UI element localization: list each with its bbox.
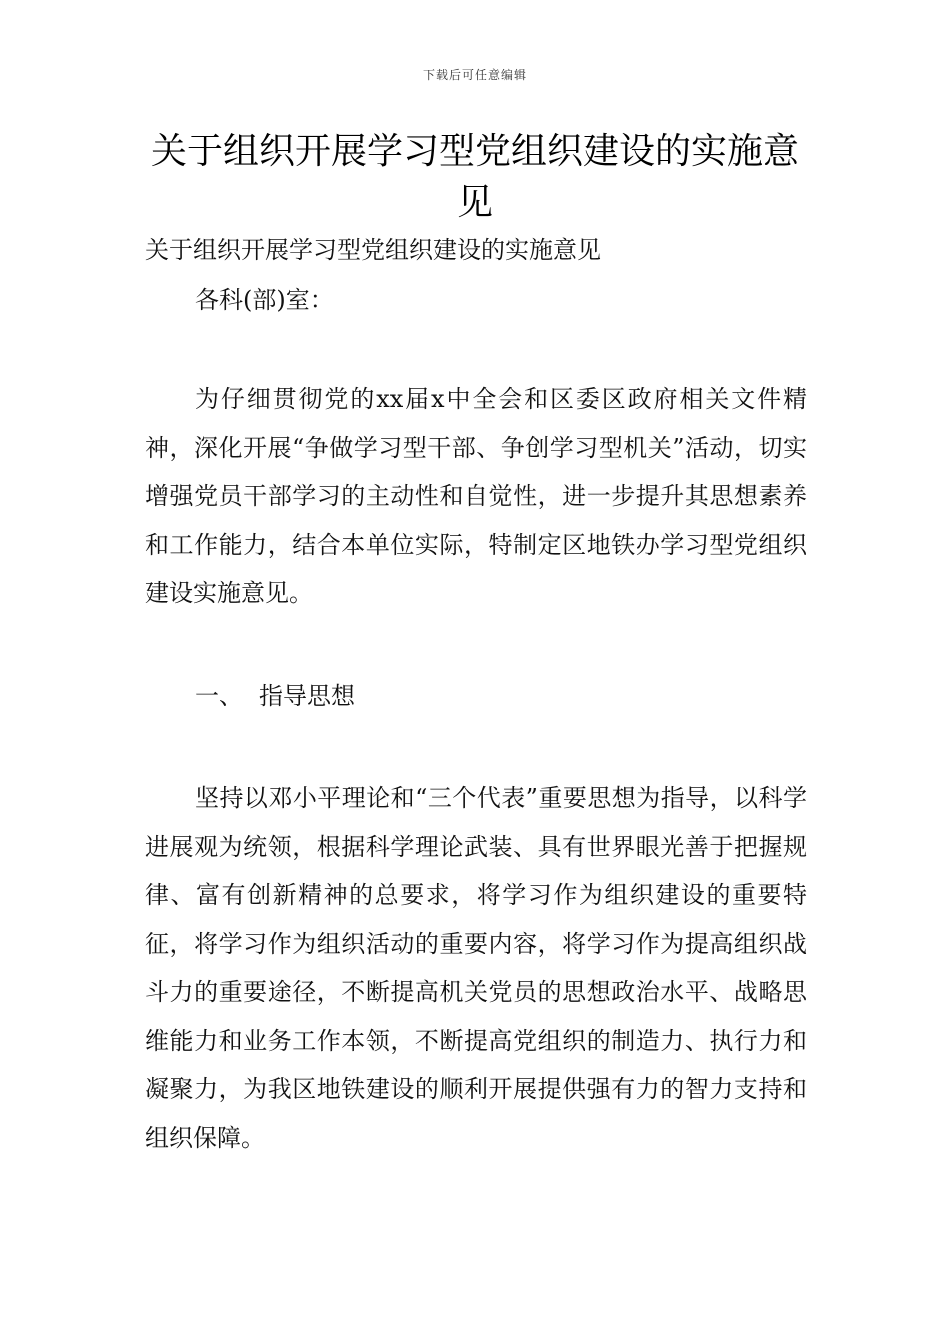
salutation: 各科(部)室： [195,286,334,314]
document-title: 关于组织开展学习型党组织建设的实施意见 [150,131,799,223]
header-note: 下载后可任意编辑 [422,68,527,82]
paragraph-guiding-thought: 坚持以邓小平理论和“三个代表”重要思想为指导，以科学进展观为统领，根据科学理论武装、具有世界眼光善于把握规律、富有创新精神的总要求，将学习作为组织建设的重要特征，将学习作为组织活动的重要内容，将学习作为提高组织战斗力的重要途径，不断提高机关党员的思想政治水平、战略思维能力和业务工作本领，不断提高党组织的制造力、执行力和凝聚力，为我区地铁建设的顺利开展提供强有力的智力支持和组织保障。 [145,784,807,1152]
section-heading-text: 指导思想 [259,682,355,710]
document-subtitle: 关于组织开展学习型党组织建设的实施意见 [145,236,601,264]
paragraph-intro: 为仔细贯彻党的xx届x中全会和区委区政府相关文件精神，深化开展“争做学习型干部、争创学习型机关”活动，切实增强党员干部学习的主动性和自觉性，进一步提升其思想素养和工作能力，结合本单位实际，特制定区地铁办学习型党组织建设实施意见。 [145,385,807,607]
section-number: 一、 [195,682,243,710]
section-heading-1 [195,678,355,714]
